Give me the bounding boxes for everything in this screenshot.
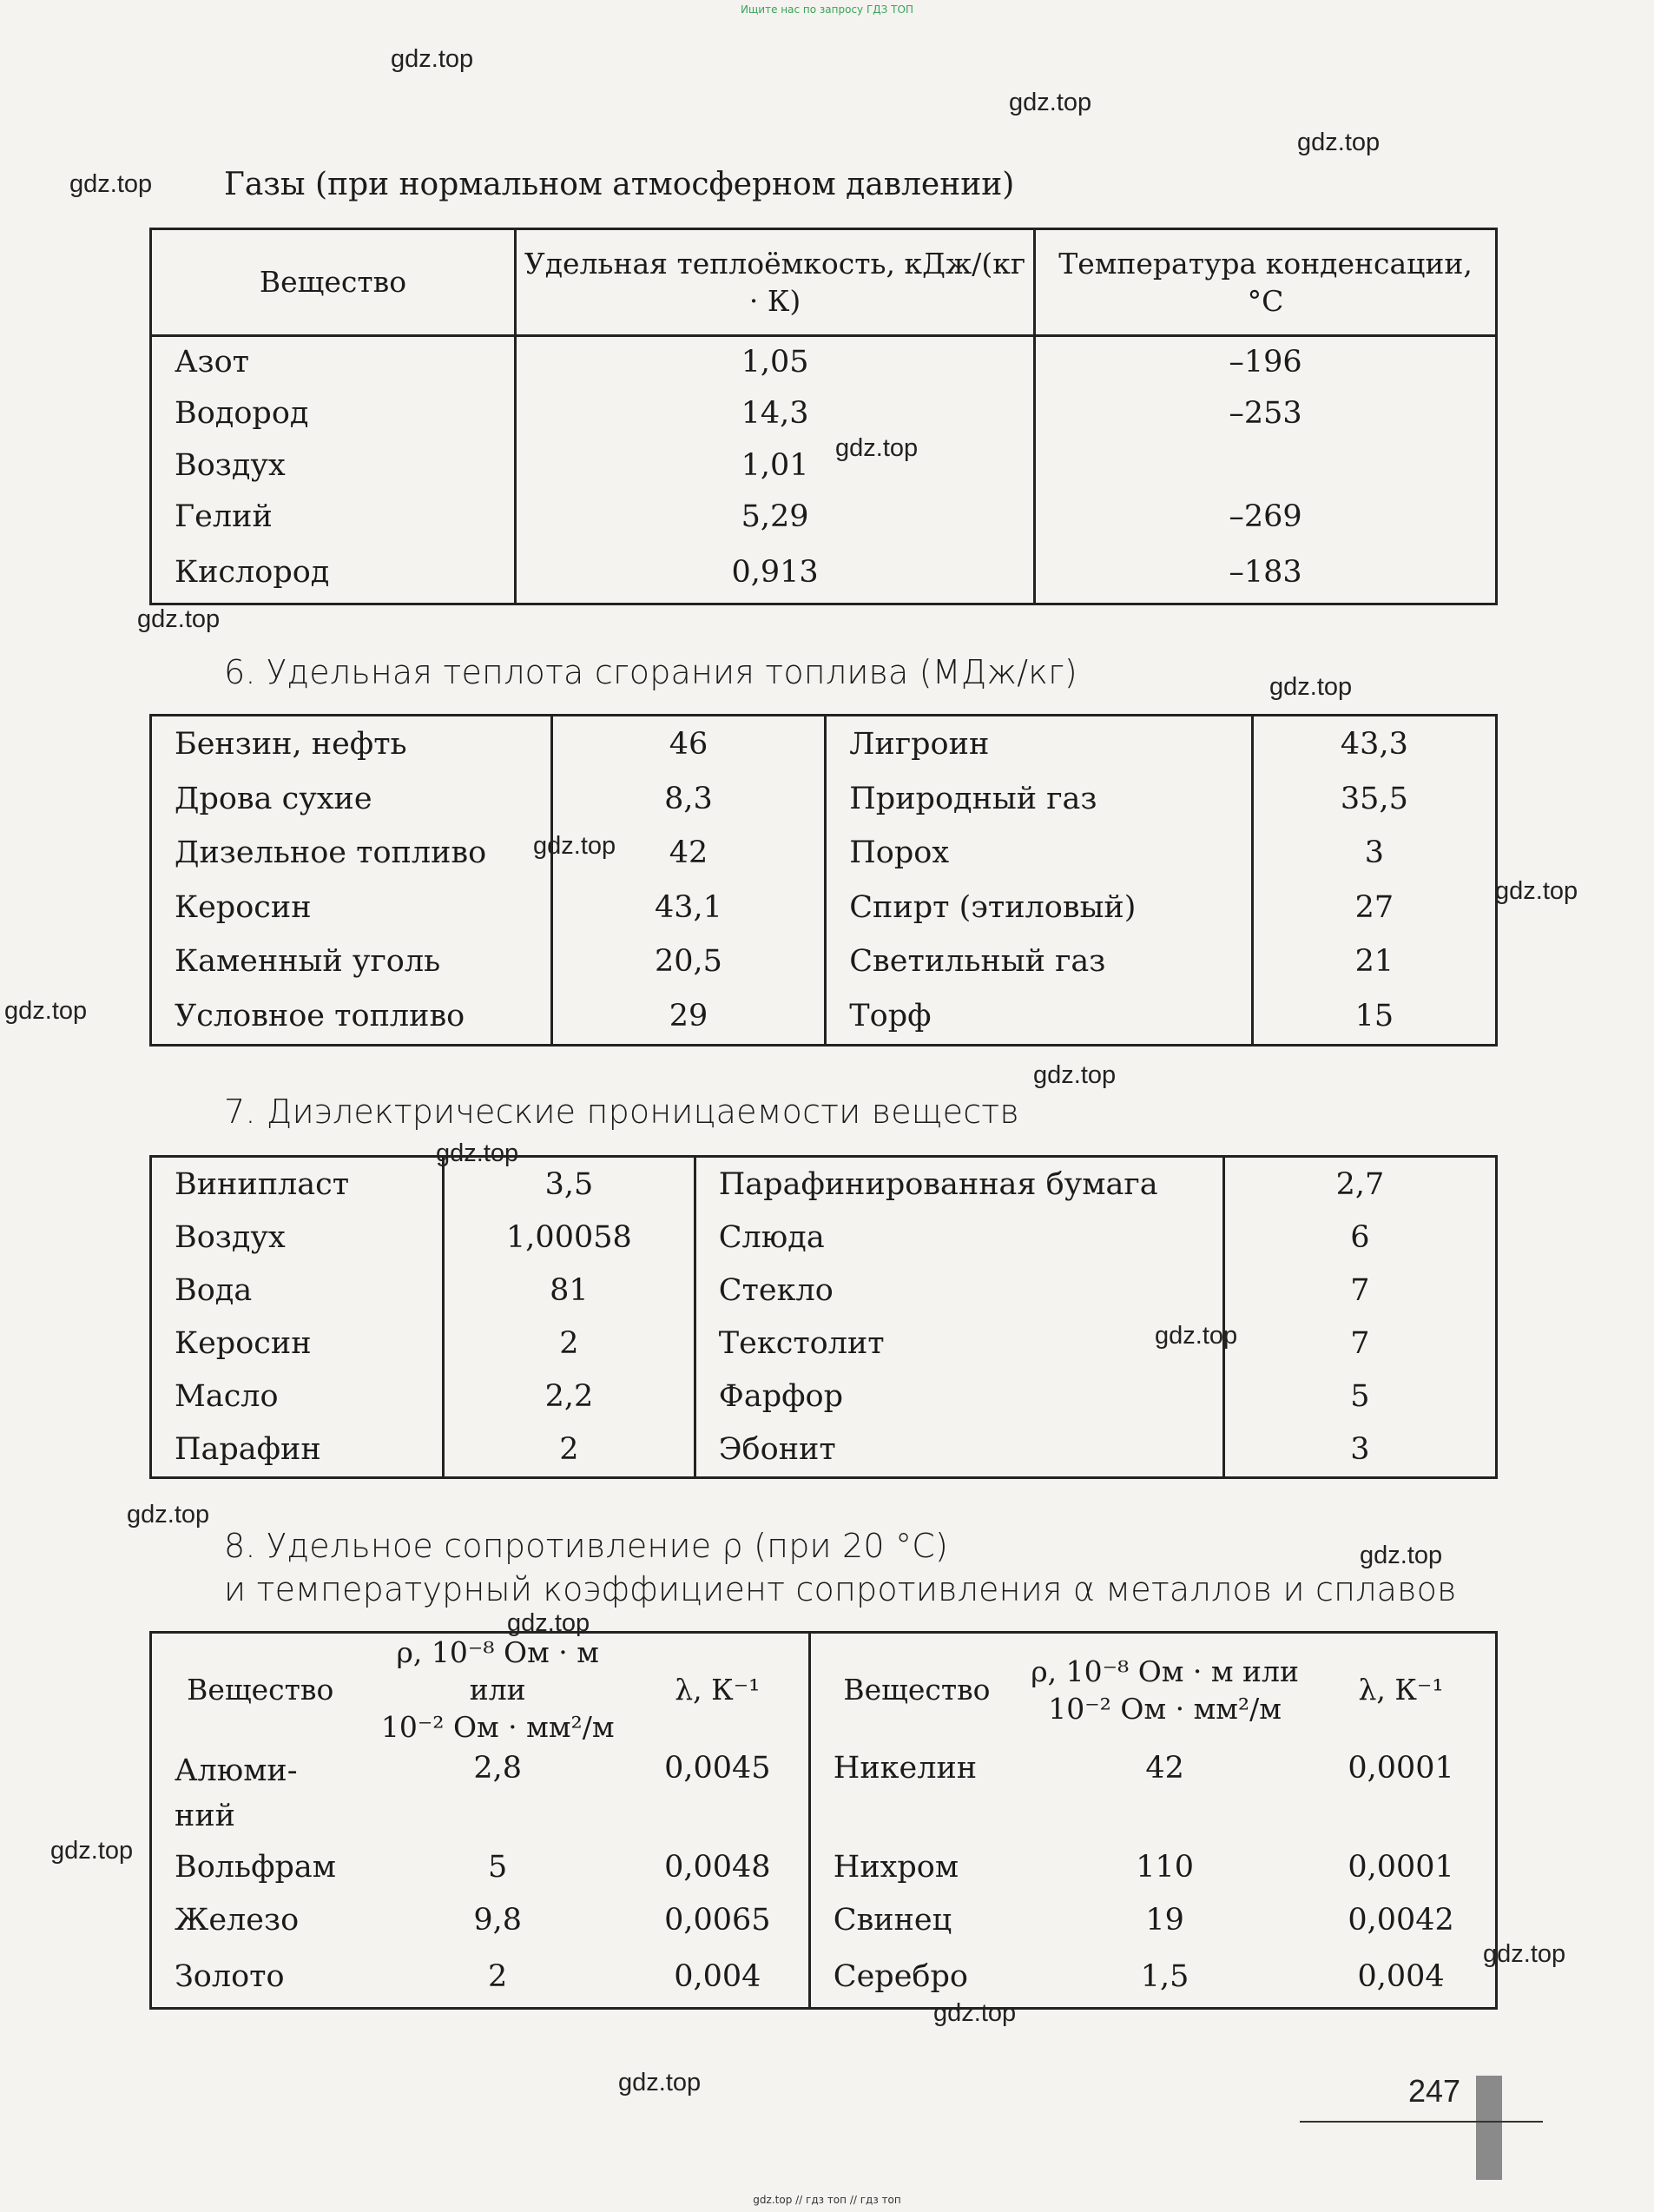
res-name: Железо bbox=[175, 1903, 300, 1938]
gas-name: Кислород bbox=[175, 555, 330, 591]
table-row bbox=[151, 1893, 1497, 1947]
fuel-name: Бензин, нефть bbox=[175, 726, 407, 762]
table-row bbox=[151, 880, 1497, 934]
res-name: Серебро bbox=[809, 1947, 1023, 2008]
res-rho: 2,8 bbox=[473, 1751, 523, 1786]
dielectric-table bbox=[149, 1155, 1498, 1479]
watermark: gdz.top bbox=[436, 1139, 519, 1167]
watermark: gdz.top bbox=[127, 1501, 210, 1529]
watermark: gdz.top bbox=[391, 45, 474, 73]
table-row bbox=[151, 439, 1497, 491]
gases-header-condensation: Температура конденсации, °С bbox=[1035, 229, 1497, 336]
dielectric-name: Текстолит bbox=[695, 1317, 1223, 1370]
gas-name: Гелий bbox=[175, 499, 273, 535]
fuel-value: 3 bbox=[1252, 826, 1496, 881]
res-lambda: 0,004 bbox=[1357, 1959, 1445, 1995]
watermark: gdz.top bbox=[1360, 1542, 1443, 1569]
resistivity-table bbox=[149, 1631, 1498, 2010]
gas-heat: 1,01 bbox=[515, 439, 1034, 491]
res-header-substance: Вещество bbox=[809, 1633, 1023, 1746]
resistivity-title-line2: и температурный коэффициент сопротивления α металлов и сплавов bbox=[224, 1570, 1457, 1608]
res-name: Нихром bbox=[809, 1841, 1023, 1893]
gas-name: Азот bbox=[175, 345, 250, 380]
table-row bbox=[151, 1746, 1497, 1841]
fuel-value: 35,5 bbox=[1252, 771, 1496, 826]
dielectric-value: 81 bbox=[444, 1264, 695, 1317]
fuel-value: 15 bbox=[1252, 989, 1496, 1046]
watermark: gdz.top bbox=[4, 997, 88, 1025]
gas-cond: –196 bbox=[1035, 335, 1497, 387]
table-row bbox=[151, 716, 1497, 772]
dielectric-value: 7 bbox=[1223, 1264, 1496, 1317]
res-name: Вольфрам bbox=[175, 1850, 336, 1885]
fuel-value: 43,3 bbox=[1252, 716, 1496, 772]
gas-cond: –269 bbox=[1035, 492, 1497, 543]
res-rho: 110 bbox=[1136, 1850, 1195, 1885]
gas-cond: –253 bbox=[1035, 388, 1497, 439]
fuel-name: Порох bbox=[826, 826, 1252, 881]
watermark: gdz.top bbox=[1269, 673, 1353, 701]
gas-heat: 5,29 bbox=[515, 492, 1034, 543]
res-header-rho-line1: ρ, 10⁻⁸ Ом · м или bbox=[1031, 1654, 1300, 1688]
gases-table bbox=[149, 228, 1498, 605]
table-row bbox=[151, 771, 1497, 826]
dielectric-value: 2,7 bbox=[1223, 1157, 1496, 1212]
res-lambda: 0,0001 bbox=[1348, 1751, 1454, 1786]
gas-name: Воздух bbox=[175, 447, 286, 483]
dielectric-value: 3,5 bbox=[444, 1157, 695, 1212]
fuel-name: Дизельное топливо bbox=[175, 835, 487, 871]
dielectric-name: Воздух bbox=[175, 1220, 286, 1256]
dielectric-name: Фарфор bbox=[695, 1370, 1223, 1423]
res-name: Свинец bbox=[809, 1893, 1023, 1947]
table-row bbox=[151, 1947, 1497, 2008]
watermark: gdz.top bbox=[69, 170, 153, 198]
watermark: gdz.top bbox=[835, 434, 919, 462]
table-row bbox=[151, 1423, 1497, 1477]
gases-title: Газы (при нормальном атмосферном давлении) bbox=[224, 167, 1015, 202]
fuel-value: 43,1 bbox=[551, 880, 826, 934]
dielectric-value: 2 bbox=[444, 1423, 695, 1477]
gas-heat: 0,913 bbox=[515, 543, 1034, 604]
res-header-lambda: λ, К⁻¹ bbox=[675, 1673, 761, 1707]
dielectric-name: Слюда bbox=[695, 1212, 1223, 1264]
watermark: gdz.top bbox=[1495, 877, 1578, 905]
dielectric-name: Винипласт bbox=[175, 1166, 350, 1202]
fuel-name: Лигроин bbox=[826, 716, 1252, 772]
table-row bbox=[151, 492, 1497, 543]
dielectric-name: Керосин bbox=[175, 1325, 312, 1361]
dielectric-title: 7. Диэлектрические проницаемости веществ bbox=[224, 1093, 1019, 1131]
dielectric-value: 2 bbox=[444, 1317, 695, 1370]
dielectric-name: Эбонит bbox=[695, 1423, 1223, 1477]
watermark: gdz.top bbox=[533, 832, 616, 860]
dielectric-value: 5 bbox=[1223, 1370, 1496, 1423]
watermark: gdz.top bbox=[1297, 129, 1381, 156]
fuel-value: 21 bbox=[1252, 934, 1496, 989]
res-lambda: 0,0001 bbox=[1348, 1850, 1454, 1885]
gas-cond: –183 bbox=[1035, 543, 1497, 604]
dielectric-value: 3 bbox=[1223, 1423, 1496, 1477]
table-row bbox=[151, 1370, 1497, 1423]
page-number: 247 bbox=[1408, 2073, 1461, 2109]
gas-cond bbox=[1035, 439, 1497, 491]
table-row bbox=[151, 1212, 1497, 1264]
watermark: gdz.top bbox=[1155, 1322, 1238, 1350]
res-rho: 1,5 bbox=[1140, 1959, 1189, 1995]
res-rho: 5 bbox=[488, 1850, 508, 1885]
fuel-name: Керосин bbox=[175, 889, 312, 925]
res-name: Никелин bbox=[809, 1746, 1023, 1841]
res-header-rho-line1: ρ, 10⁻⁸ Ом · м или bbox=[396, 1635, 599, 1707]
res-lambda: 0,0042 bbox=[1348, 1903, 1454, 1938]
res-rho: 19 bbox=[1145, 1903, 1184, 1938]
table-row bbox=[151, 388, 1497, 439]
table-row bbox=[151, 1317, 1497, 1370]
res-rho: 9,8 bbox=[473, 1903, 523, 1938]
table-row bbox=[151, 1264, 1497, 1317]
dielectric-name: Парафин bbox=[175, 1432, 321, 1468]
watermark: gdz.top bbox=[1483, 1940, 1566, 1968]
res-lambda: 0,0065 bbox=[664, 1903, 771, 1938]
watermark: gdz.top bbox=[618, 2069, 702, 2096]
watermark: gdz.top bbox=[137, 605, 221, 633]
fuel-name: Условное топливо bbox=[175, 999, 465, 1034]
fuel-value: 46 bbox=[551, 716, 826, 772]
res-name: Золото bbox=[175, 1959, 285, 1995]
page-edge-bar bbox=[1476, 2076, 1502, 2180]
res-rho: 2 bbox=[488, 1959, 508, 1995]
watermark: gdz.top bbox=[507, 1609, 590, 1637]
table-row bbox=[151, 826, 1497, 881]
fuel-name: Каменный уголь bbox=[175, 944, 441, 980]
dielectric-name: Вода bbox=[175, 1273, 253, 1309]
dielectric-value: 2,2 bbox=[444, 1370, 695, 1423]
res-lambda: 0,0048 bbox=[664, 1850, 771, 1885]
dielectric-value: 1,00058 bbox=[444, 1212, 695, 1264]
fuel-title: 6. Удельная теплота сгорания топлива (МДж/кг) bbox=[224, 653, 1077, 691]
table-row bbox=[151, 335, 1497, 387]
dielectric-name: Стекло bbox=[695, 1264, 1223, 1317]
watermark: gdz.top bbox=[933, 1999, 1017, 2027]
fuel-name: Светильный газ bbox=[826, 934, 1252, 989]
fuel-value: 42 bbox=[551, 826, 826, 881]
res-header-substance: Вещество bbox=[187, 1673, 334, 1707]
fuel-name: Природный газ bbox=[826, 771, 1252, 826]
dielectric-value: 7 bbox=[1223, 1317, 1496, 1370]
fuel-value: 29 bbox=[551, 989, 826, 1046]
table-row bbox=[151, 543, 1497, 604]
dielectric-name: Парафинированная бумага bbox=[695, 1157, 1223, 1212]
fuel-name: Торф bbox=[826, 989, 1252, 1046]
table-row bbox=[151, 1841, 1497, 1893]
gas-heat: 14,3 bbox=[515, 388, 1034, 439]
table-row bbox=[151, 989, 1497, 1046]
watermark: gdz.top bbox=[1033, 1061, 1117, 1089]
gas-name: Водород bbox=[175, 396, 309, 432]
fuel-value: 8,3 bbox=[551, 771, 826, 826]
bottom-note: gdz.top // гдз топ // гдз топ bbox=[753, 2194, 901, 2206]
fuel-value: 20,5 bbox=[551, 934, 826, 989]
res-header-rho-line2: 10⁻² Ом · мм²/м bbox=[1048, 1691, 1282, 1726]
watermark: gdz.top bbox=[1009, 89, 1092, 116]
res-header-rho bbox=[369, 1633, 627, 1746]
res-lambda: 0,0045 bbox=[664, 1751, 771, 1786]
fuel-table bbox=[149, 714, 1498, 1047]
top-note: Ищите нас по запросу ГДЗ ТОП bbox=[741, 3, 913, 16]
res-name: Алюми- ний bbox=[175, 1753, 298, 1833]
fuel-name: Спирт (этиловый) bbox=[826, 880, 1252, 934]
res-header-lambda: λ, К⁻¹ bbox=[1358, 1673, 1444, 1707]
gas-heat: 1,05 bbox=[515, 335, 1034, 387]
dielectric-name: Масло bbox=[175, 1378, 279, 1414]
fuel-value: 27 bbox=[1252, 880, 1496, 934]
page-number-rule bbox=[1300, 2121, 1543, 2123]
watermark: gdz.top bbox=[50, 1837, 134, 1865]
gases-header-substance: Вещество bbox=[259, 265, 407, 300]
dielectric-value: 6 bbox=[1223, 1212, 1496, 1264]
table-row bbox=[151, 1157, 1497, 1212]
resistivity-title-line1: 8. Удельное сопротивление ρ (при 20 °С) bbox=[224, 1527, 949, 1565]
res-header-rho bbox=[1023, 1633, 1307, 1746]
table-row bbox=[151, 934, 1497, 989]
gases-header-heat: Удельная теплоёмкость, кДж/(кг · К) bbox=[515, 229, 1034, 336]
res-header-rho-line2: 10⁻² Ом · мм²/м bbox=[380, 1710, 615, 1744]
res-lambda: 0,004 bbox=[674, 1959, 761, 1995]
fuel-name: Дрова сухие bbox=[175, 781, 372, 816]
res-rho: 42 bbox=[1145, 1751, 1184, 1786]
